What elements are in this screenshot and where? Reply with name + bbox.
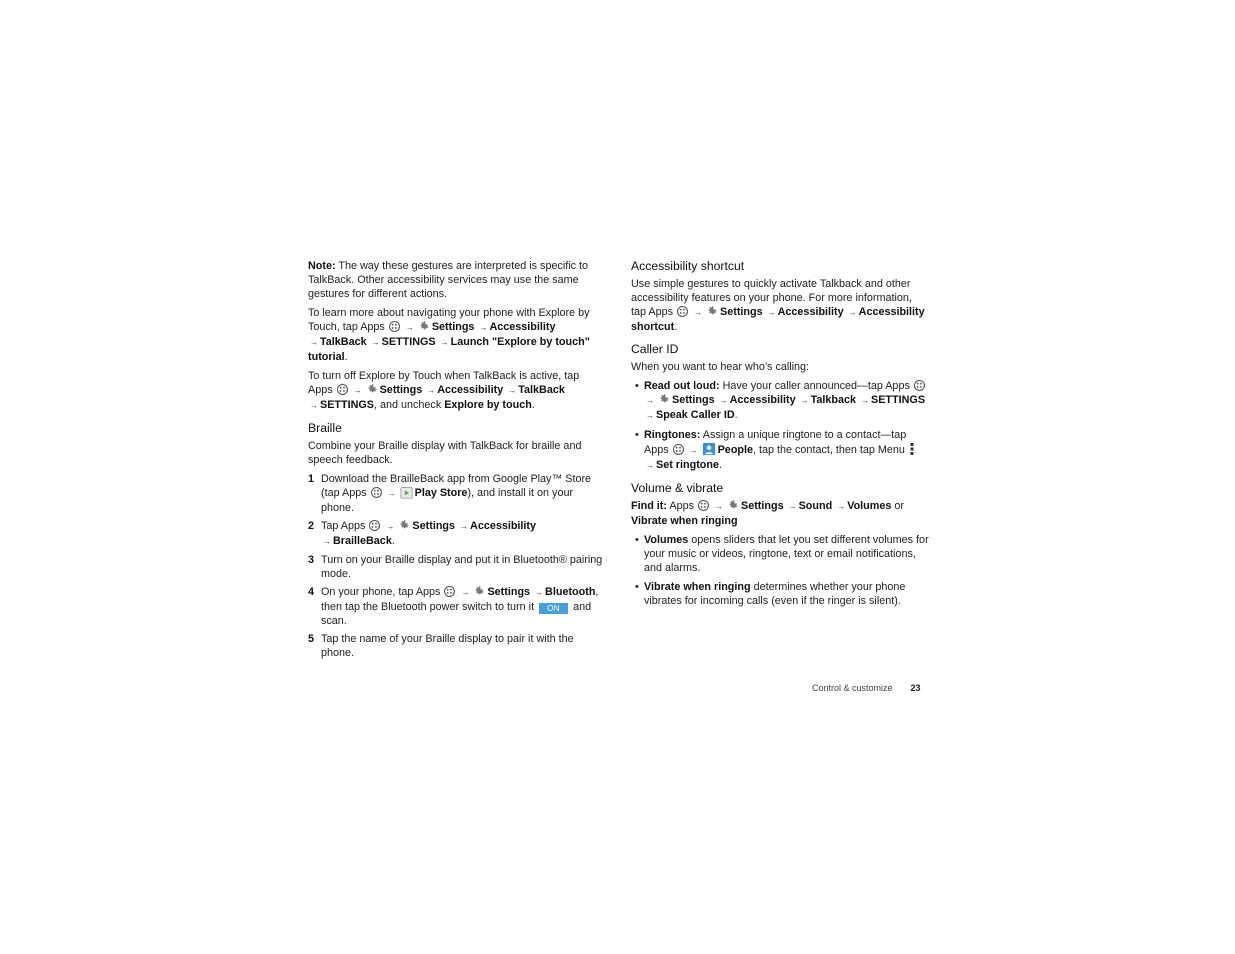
note-paragraph [308,259,606,301]
set-ringtone-link: Set ringtone [656,459,719,471]
explore-by-touch-label: Explore by touch [444,399,532,411]
page-footer [812,681,921,695]
settings-link: Settings [672,394,715,406]
apps-icon [698,500,709,511]
findit-paragraph [631,499,929,528]
gear-icon [366,383,378,395]
accessibility-link: Accessibility [470,520,537,532]
period-text: . [531,399,535,411]
arrow-icon: → [405,323,414,332]
volume-list [631,533,929,608]
bullet: • [635,581,639,593]
people-link: People [717,444,754,456]
step-text: ), and install it on your phone. [321,487,574,514]
step-number: 2 [308,520,315,532]
settings-caps-link: SETTINGS [871,394,926,406]
gear-icon [398,519,410,531]
arrow-icon: → [848,308,857,317]
step-text: Tap the name of your Braille display to pair it with the phone. [321,633,574,659]
step-item [308,472,606,515]
gear-icon [418,320,430,332]
readout-text: Have your caller announced—tap Apps [719,380,910,392]
gear-icon [658,393,670,405]
on-switch: ON [539,603,568,614]
settings-link: Settings [720,306,763,318]
page-number: 23 [910,683,921,693]
arrow-icon: → [646,461,654,470]
apps-word: Apps [666,500,694,512]
talkback-link: Talkback [810,394,857,406]
list-item [631,533,929,575]
step-item [308,632,606,660]
left-column [308,259,606,664]
vibrate-label: Vibrate when ringing [644,581,751,593]
arrow-icon: → [535,588,544,597]
arrow-icon: → [646,396,654,405]
or-word: or [891,500,904,512]
step-number: 1 [308,473,315,485]
accessibility-link: Accessibility [777,306,844,318]
brailleback-link: BrailleBack [333,535,392,547]
gear-icon [727,499,739,511]
apps-icon [673,444,684,455]
step-text: On your phone, tap Apps [321,586,441,598]
braille-intro: Combine your Braille display with TalkBack for braille and speech feedback. [308,440,582,466]
explore-intro-text: To learn more about navigating your phone with Explore by Touch, tap Apps [308,307,590,333]
arrow-icon: → [861,396,870,405]
ringtones-text: Assign a unique ringtone to a contact—tap Apps [644,429,907,456]
arrow-icon: → [310,338,318,347]
arrow-icon: → [323,537,331,546]
talkback-link: TalkBack [518,384,565,396]
bullet: • [635,534,639,546]
step-text: and scan. [321,601,592,627]
volume-heading: Volume & vibrate [631,481,724,495]
arrow-icon: → [440,338,449,347]
ringtones-text: , tap the contact, then tap Menu [753,444,905,456]
speak-caller-id-link: Speak Caller ID [656,409,735,421]
bullet: • [635,380,639,392]
note-label: Note: [308,260,336,272]
arrow-icon: → [460,522,469,531]
menu-icon [910,443,914,455]
arrow-icon: → [767,308,776,317]
settings-link: Settings [412,520,456,532]
right-column [631,259,929,613]
readout-label: Read out loud: [644,380,720,392]
settings-caps-link: SETTINGS [320,399,374,411]
accessibility-link: Accessibility [489,321,556,333]
step-item [308,585,606,628]
step-number: 4 [308,586,315,598]
settings-link: Settings [431,321,475,333]
volumes-label: Volumes [644,534,689,546]
vibrate-text: determines whether your phone vibrates for incoming calls (even if the ringer is silent). [644,581,906,607]
step-text: Download the BrailleBack app from Google Play™ Store (tap Apps [321,473,592,499]
sound-link: Sound [798,500,833,512]
arrow-icon: → [371,338,380,347]
explore-paragraph [308,306,606,364]
period-text: . [718,459,722,471]
arrow-icon: → [386,522,395,531]
volumes-link: Volumes [847,500,892,512]
gear-icon [473,585,485,597]
list-item [631,379,929,423]
apps-icon [371,487,382,498]
arrow-icon: → [479,323,488,332]
turnoff-paragraph [308,369,606,413]
apps-icon [444,586,455,597]
arrow-icon: → [719,396,728,405]
arrow-icon: → [310,401,318,410]
shortcut-heading: Accessibility shortcut [631,259,745,273]
people-icon [702,442,716,456]
accessibility-link: Accessibility [437,384,504,396]
bluetooth-link: Bluetooth [545,586,596,598]
step-item [308,519,606,549]
callerid-list [631,379,929,473]
settings-caps-link: SETTINGS [381,336,436,348]
apps-icon [677,306,688,317]
period-text: . [391,535,395,547]
gear-icon [706,305,718,317]
talkback-link: TalkBack [320,336,367,348]
apps-icon [389,321,400,332]
vibrate-when-ringing-link: Vibrate when ringing [631,515,738,527]
shortcut-paragraph [631,277,929,334]
step-text: , then tap the Bluetooth power switch to turn it [321,586,599,613]
findit-label: Find it: [631,500,667,512]
braille-steps [308,472,606,660]
arrow-icon: → [353,386,362,395]
note-text: The way these gestures are interpreted is specific to TalkBack. Other accessibility services may use the same gestures for different actions. [308,260,589,300]
footer-section: Control & customize [812,683,893,693]
shortcut-intro-text: Use simple gestures to quickly activate Talkback and other accessibility features on your phone. For more information, tap Apps [631,278,912,318]
uncheck-text: , and uncheck [374,399,445,411]
apps-icon [914,380,925,391]
volumes-text: opens sliders that let you set different volumes for your music or videos, ringtone, text or email notifications, and alarms. [644,534,929,574]
arrow-icon: → [800,396,809,405]
period-text: . [734,409,738,421]
arrow-icon: → [837,502,846,511]
play-store-link: Play Store [414,487,468,499]
period-text: . [344,351,348,363]
ringtones-label: Ringtones: [644,429,701,441]
accessibility-link: Accessibility [729,394,796,406]
step-number: 5 [308,633,315,645]
settings-link: Settings [379,384,423,396]
step-text: Tap Apps [321,520,366,532]
arrow-icon: → [689,446,698,455]
list-item [631,580,929,608]
arrow-icon: → [427,386,436,395]
step-text: Turn on your Braille display and put it in Bluetooth® pairing mode. [321,554,603,580]
arrow-icon: → [788,502,797,511]
period-text: . [674,321,678,333]
play-store-icon [400,486,413,499]
step-number: 3 [308,554,315,566]
turnoff-intro-text: To turn off Explore by Touch when TalkBack is active, tap Apps [308,370,580,396]
apps-icon [337,384,348,395]
settings-link: Settings [487,586,531,598]
callerid-heading: Caller ID [631,342,679,356]
apps-icon [369,520,380,531]
callerid-intro: When you want to hear who’s calling: [631,361,810,373]
settings-link: Settings [741,500,784,512]
arrow-icon: → [461,588,470,597]
step-item [308,553,606,581]
arrow-icon: → [715,502,723,511]
bullet: • [635,429,639,441]
list-item [631,428,929,473]
launch-tutorial-link: Launch "Explore by touch" tutorial [308,336,590,363]
arrow-icon: → [646,411,654,420]
braille-heading: Braille [308,421,342,435]
arrow-icon: → [508,386,517,395]
arrow-icon: → [387,489,396,498]
arrow-icon: → [694,308,703,317]
accessibility-shortcut-link: Accessibility shortcut [631,306,925,333]
